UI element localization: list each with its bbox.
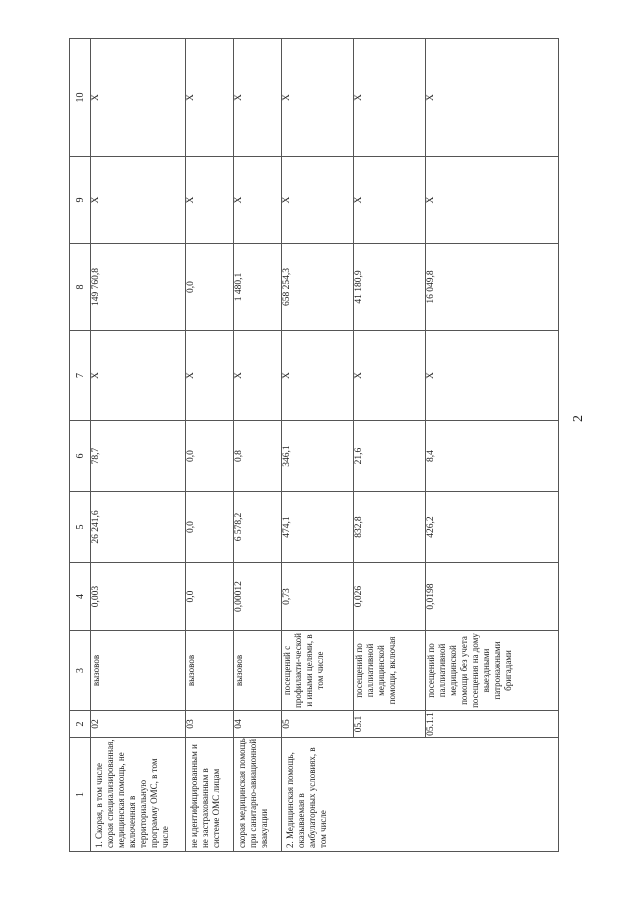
value-cell: 149 760,8 [91, 244, 186, 331]
value-cell: 78,7 [91, 421, 186, 492]
value-cell: 41 180,9 [354, 244, 426, 331]
value-cell: X [282, 331, 354, 421]
value-cell: 346,1 [282, 421, 354, 492]
header-cell: 4 [70, 563, 91, 631]
data-table [69, 38, 559, 852]
value-cell: 658 254,3 [282, 244, 354, 331]
table-row [91, 39, 186, 852]
unit-cell: вызовов [91, 631, 186, 711]
row-name-cell: скорая медицинская помощь при санитарно-авиационной эвакуации [234, 738, 282, 852]
value-cell: X [282, 39, 354, 157]
value-cell: X [234, 331, 282, 421]
value-cell: 1 480,1 [234, 244, 282, 331]
value-cell: 8,4 [426, 421, 559, 492]
value-cell: X [91, 39, 186, 157]
value-cell: X [234, 157, 282, 244]
value-cell: 0,0198 [426, 563, 559, 631]
value-cell: X [186, 39, 234, 157]
value-cell: X [282, 157, 354, 244]
rotated-table-wrapper [69, 39, 557, 852]
value-cell: 0,0 [186, 421, 234, 492]
header-cell: 10 [70, 39, 91, 157]
row-name-cell: 1. Скорая, в том числе скорая специализированная, медицинская помощь, не включенная в территориальную программу ОМС, в том числе [91, 738, 186, 852]
row-code-cell: 02 [91, 711, 186, 738]
value-cell: 0,003 [91, 563, 186, 631]
header-cell: 7 [70, 331, 91, 421]
table-row [282, 39, 354, 852]
unit-cell: вызовов [234, 631, 282, 711]
row-code-cell: 05.1.1 [426, 711, 559, 738]
header-cell: 3 [70, 631, 91, 711]
header-cell: 5 [70, 492, 91, 563]
value-cell: 474,1 [282, 492, 354, 563]
value-cell: 0,0 [186, 563, 234, 631]
table-row [234, 39, 282, 852]
table-row [354, 39, 426, 852]
value-cell: 6 578,2 [234, 492, 282, 563]
value-cell: X [426, 157, 559, 244]
value-cell: X [91, 331, 186, 421]
header-row [70, 39, 91, 852]
header-cell: 9 [70, 157, 91, 244]
unit-cell: посещений по паллиативной медицинской помощи, включая [354, 631, 426, 711]
value-cell: 0,8 [234, 421, 282, 492]
value-cell: 0,026 [354, 563, 426, 631]
row-name-cell: не идентифицированным и не застрахованным в системе ОМС лицам [186, 738, 234, 852]
value-cell: X [426, 331, 559, 421]
unit-cell: посещений по паллиативной медицинской помощи без учета посещения на дому выездными патронажными бригадами [426, 631, 559, 711]
row-code-cell: 05 [282, 711, 354, 738]
value-cell: X [186, 331, 234, 421]
value-cell: X [354, 157, 426, 244]
value-cell: 0,00012 [234, 563, 282, 631]
value-cell: X [234, 39, 282, 157]
header-cell: 8 [70, 244, 91, 331]
value-cell: 0,0 [186, 244, 234, 331]
header-cell: 1 [70, 738, 91, 852]
row-code-cell: 05.1 [354, 711, 426, 738]
row-name-cell: 2. Медицинская помощь, оказываемая в амбулаторных условиях, в том числе [282, 738, 559, 852]
table-row [426, 39, 559, 852]
value-cell: X [354, 39, 426, 157]
value-cell: 0,73 [282, 563, 354, 631]
header-cell: 6 [70, 421, 91, 492]
value-cell: 832,8 [354, 492, 426, 563]
value-cell: 21,6 [354, 421, 426, 492]
unit-cell: посещений с профилакти-ческой и иными целями, в том числе [282, 631, 354, 711]
page-number: 2 [571, 415, 586, 422]
table-row [186, 39, 234, 852]
value-cell: 16 049,8 [426, 244, 559, 331]
row-code-cell: 04 [234, 711, 282, 738]
row-code-cell: 03 [186, 711, 234, 738]
value-cell: X [426, 39, 559, 157]
header-cell: 2 [70, 711, 91, 738]
unit-cell: вызовов [186, 631, 234, 711]
value-cell: 426,2 [426, 492, 559, 563]
value-cell: X [186, 157, 234, 244]
value-cell: 0,0 [186, 492, 234, 563]
value-cell: X [91, 157, 186, 244]
value-cell: 26 241,6 [91, 492, 186, 563]
value-cell: X [354, 331, 426, 421]
